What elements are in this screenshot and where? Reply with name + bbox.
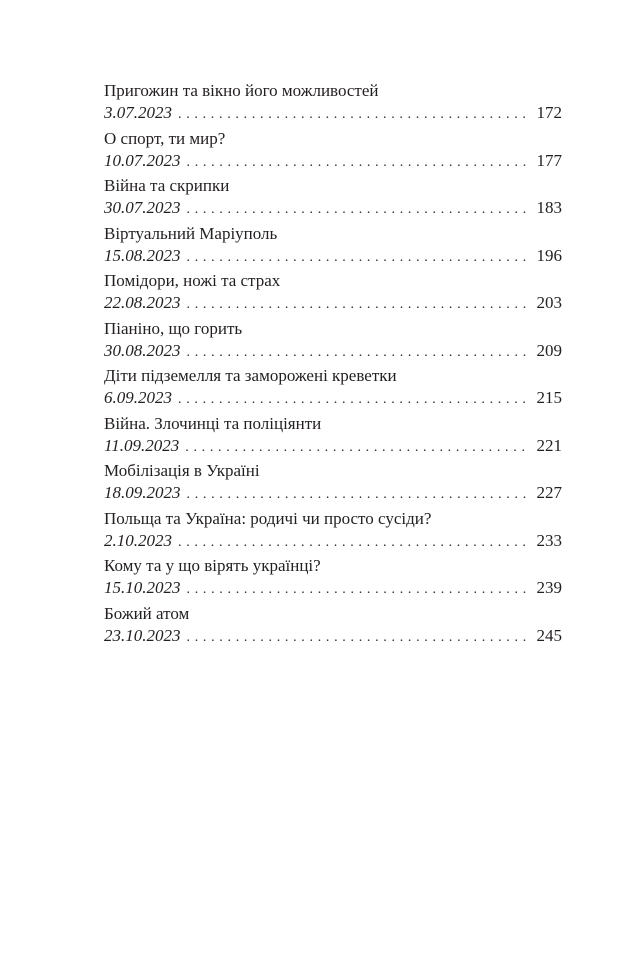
dot-leader	[187, 294, 527, 316]
toc-entry	[104, 223, 562, 271]
toc-entry-line	[104, 625, 562, 647]
toc-entry	[104, 460, 562, 508]
toc-entry-page: 196	[536, 245, 562, 265]
dot-leader	[178, 104, 526, 126]
toc-entry-page: 209	[536, 340, 562, 360]
toc-entry-date: 23.10.2023	[104, 625, 181, 645]
toc-entry	[104, 555, 562, 603]
toc-entry-date: 15.08.2023	[104, 245, 181, 265]
dot-leader	[187, 247, 527, 269]
toc-entry-page: 172	[536, 103, 562, 122]
toc-entry-title: Божий атом	[104, 603, 190, 623]
toc-entry-title: Віртуальний Маріуполь	[104, 223, 278, 243]
dot-leader	[187, 342, 527, 364]
toc-entry-line	[104, 530, 562, 552]
toc-entry	[104, 270, 562, 318]
toc-entry-title: Війна. Злочинці та поліціянти	[104, 413, 322, 433]
toc-entry-title: О спорт, ти мир?	[104, 128, 226, 148]
toc-entry-title: Війна та скрипки	[104, 176, 230, 195]
toc-entry	[104, 128, 562, 176]
dot-leader	[187, 627, 527, 649]
toc-entry-date: 15.10.2023	[104, 578, 181, 597]
toc-entry-line	[104, 150, 562, 172]
toc-entry-title: Помідори, ножі та страх	[104, 271, 281, 290]
toc-entry-date: 11.09.2023	[104, 435, 180, 455]
toc-entry-date: 2.10.2023	[104, 530, 172, 550]
toc-entry-date: 6.09.2023	[104, 388, 172, 407]
toc-entry-title: Польща та Україна: родичі чи просто сусіди?	[104, 508, 432, 528]
toc-entry-line	[104, 245, 562, 267]
toc-entry-page: 245	[536, 625, 562, 645]
toc-entry-title: Піаніно, що горить	[104, 318, 243, 338]
toc-entry-page: 227	[536, 483, 562, 502]
toc-entry-page: 221	[536, 435, 562, 455]
dot-leader	[187, 579, 527, 601]
dot-leader	[178, 389, 526, 411]
toc-entry-line	[104, 577, 562, 599]
toc-entry-page: 233	[536, 530, 562, 550]
toc-entry-title: Мобілізація в Україні	[104, 461, 260, 480]
toc-entry-line	[104, 387, 562, 409]
toc-entry-line	[104, 340, 562, 362]
toc-entry-page: 239	[536, 578, 562, 597]
toc-entry-line	[104, 435, 562, 457]
table-of-contents	[104, 80, 562, 650]
toc-entry	[104, 175, 562, 223]
toc-entry-date: 30.07.2023	[104, 198, 181, 217]
toc-entry-date: 30.08.2023	[104, 340, 181, 360]
toc-entry-date: 10.07.2023	[104, 150, 181, 170]
toc-entry-date: 18.09.2023	[104, 483, 181, 502]
toc-entry-date: 3.07.2023	[104, 103, 172, 122]
toc-entry-page: 203	[536, 293, 562, 312]
dot-leader	[187, 152, 527, 174]
toc-entry	[104, 413, 562, 461]
toc-entry-line	[104, 102, 562, 124]
toc-entry-line	[104, 482, 562, 504]
dot-leader	[178, 532, 526, 554]
toc-entry-title: Пригожин та вікно його можливостей	[104, 81, 379, 100]
toc-entry	[104, 318, 562, 366]
toc-entry-title: Кому та у що вірять українці?	[104, 556, 321, 575]
dot-leader	[185, 437, 526, 459]
toc-entry-page: 215	[536, 388, 562, 407]
toc-entry	[104, 365, 562, 413]
toc-entry-title: Діти підземелля та заморожені креветки	[104, 366, 397, 385]
toc-entry-date: 22.08.2023	[104, 293, 181, 312]
toc-entry	[104, 80, 562, 128]
toc-entry	[104, 603, 562, 651]
toc-entry	[104, 508, 562, 556]
toc-entry-line	[104, 292, 562, 314]
toc-entry-page: 183	[536, 198, 562, 217]
toc-entry-line	[104, 197, 562, 219]
toc-entry-page: 177	[536, 150, 562, 170]
dot-leader	[187, 484, 527, 506]
dot-leader	[187, 199, 527, 221]
